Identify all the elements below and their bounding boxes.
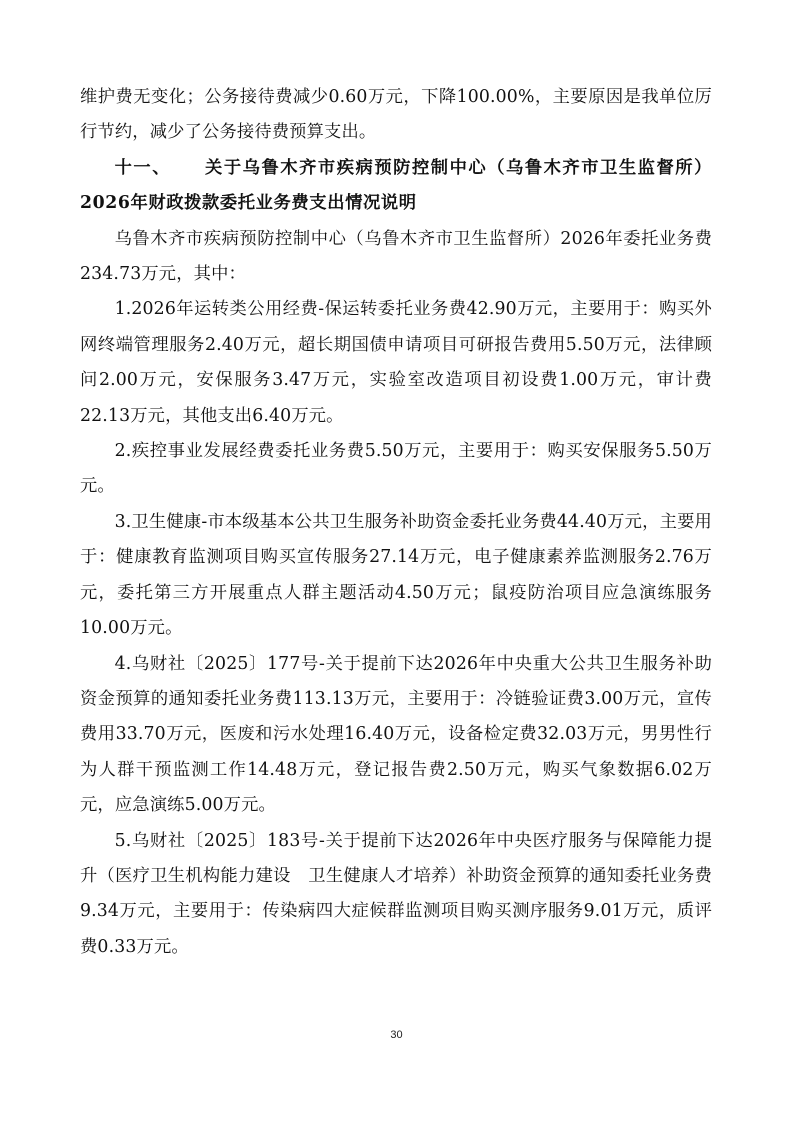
section-heading [80,151,712,222]
list-item: 2.疾控事业发展经费委托业务费5.50万元，主要用于：购买安保服务5.50万元。 [80,441,712,497]
carryover-paragraph: 维护费无变化；公务接待费减少0.60万元，下降100.00%，主要原因是我单位厉行节约，减少了公务接待费预算支出。 [80,87,712,143]
page-number: 30 [390,1029,403,1041]
list-item: 4.乌财社〔2025〕177号-关于提前下达2026年中央重大公共卫生服务补助资金预算的通知委托业务费113.13万元，主要用于：冷链验证费3.00万元，宣传费用33.70万元，医废和污水处理16.40万元，设备检定费32.03万元，男男性行为人群干预监测工作14.48万元，登记报告费2.50万元，购买气象数据6.02万元，应急演练5.00万元。 [80,653,712,816]
list-item: 3.卫生健康-市本级基本公共卫生服务补助资金委托业务费44.40万元，主要用于：健康教育监测项目购买宣传服务27.14万元，电子健康素养监测服务2.76万元，委托第三方开展重点人群主题活动4.50万元；鼠疫防治项目应急演练服务10.00万元。 [80,511,712,639]
section-number: 十一、 [114,157,172,178]
intro-paragraph: 乌鲁木齐市疾病预防控制中心（乌鲁木齐市卫生监督所）2026年委托业务费234.73万元，其中： [80,228,712,285]
section-title: 关于乌鲁木齐市疾病预防控制中心（乌鲁木齐市卫生监督所）2026年财政拨款委托业务费支出情况说明 [80,157,712,214]
list-item: 1.2026年运转类公用经费-保运转委托业务费42.90万元，主要用于：购买外网终端管理服务2.40万元，超长期国债申请项目可研报告费用5.50万元，法律顾问2.00万元，安保服务3.47万元，实验室改造项目初设费1.00万元，审计费22.13万元，其他支出6.40万元。 [80,299,712,426]
list-item: 5.乌财社〔2025〕183号-关于提前下达2026年中央医疗服务与保障能力提升（医疗卫生机构能力建设 卫生健康人才培养）补助资金预算的通知委托业务费9.34万元，主要用于：传染病四大症候群监测项目购买测序服务9.01万元，质评费0.33万元。 [80,830,712,957]
page-body [80,80,712,965]
